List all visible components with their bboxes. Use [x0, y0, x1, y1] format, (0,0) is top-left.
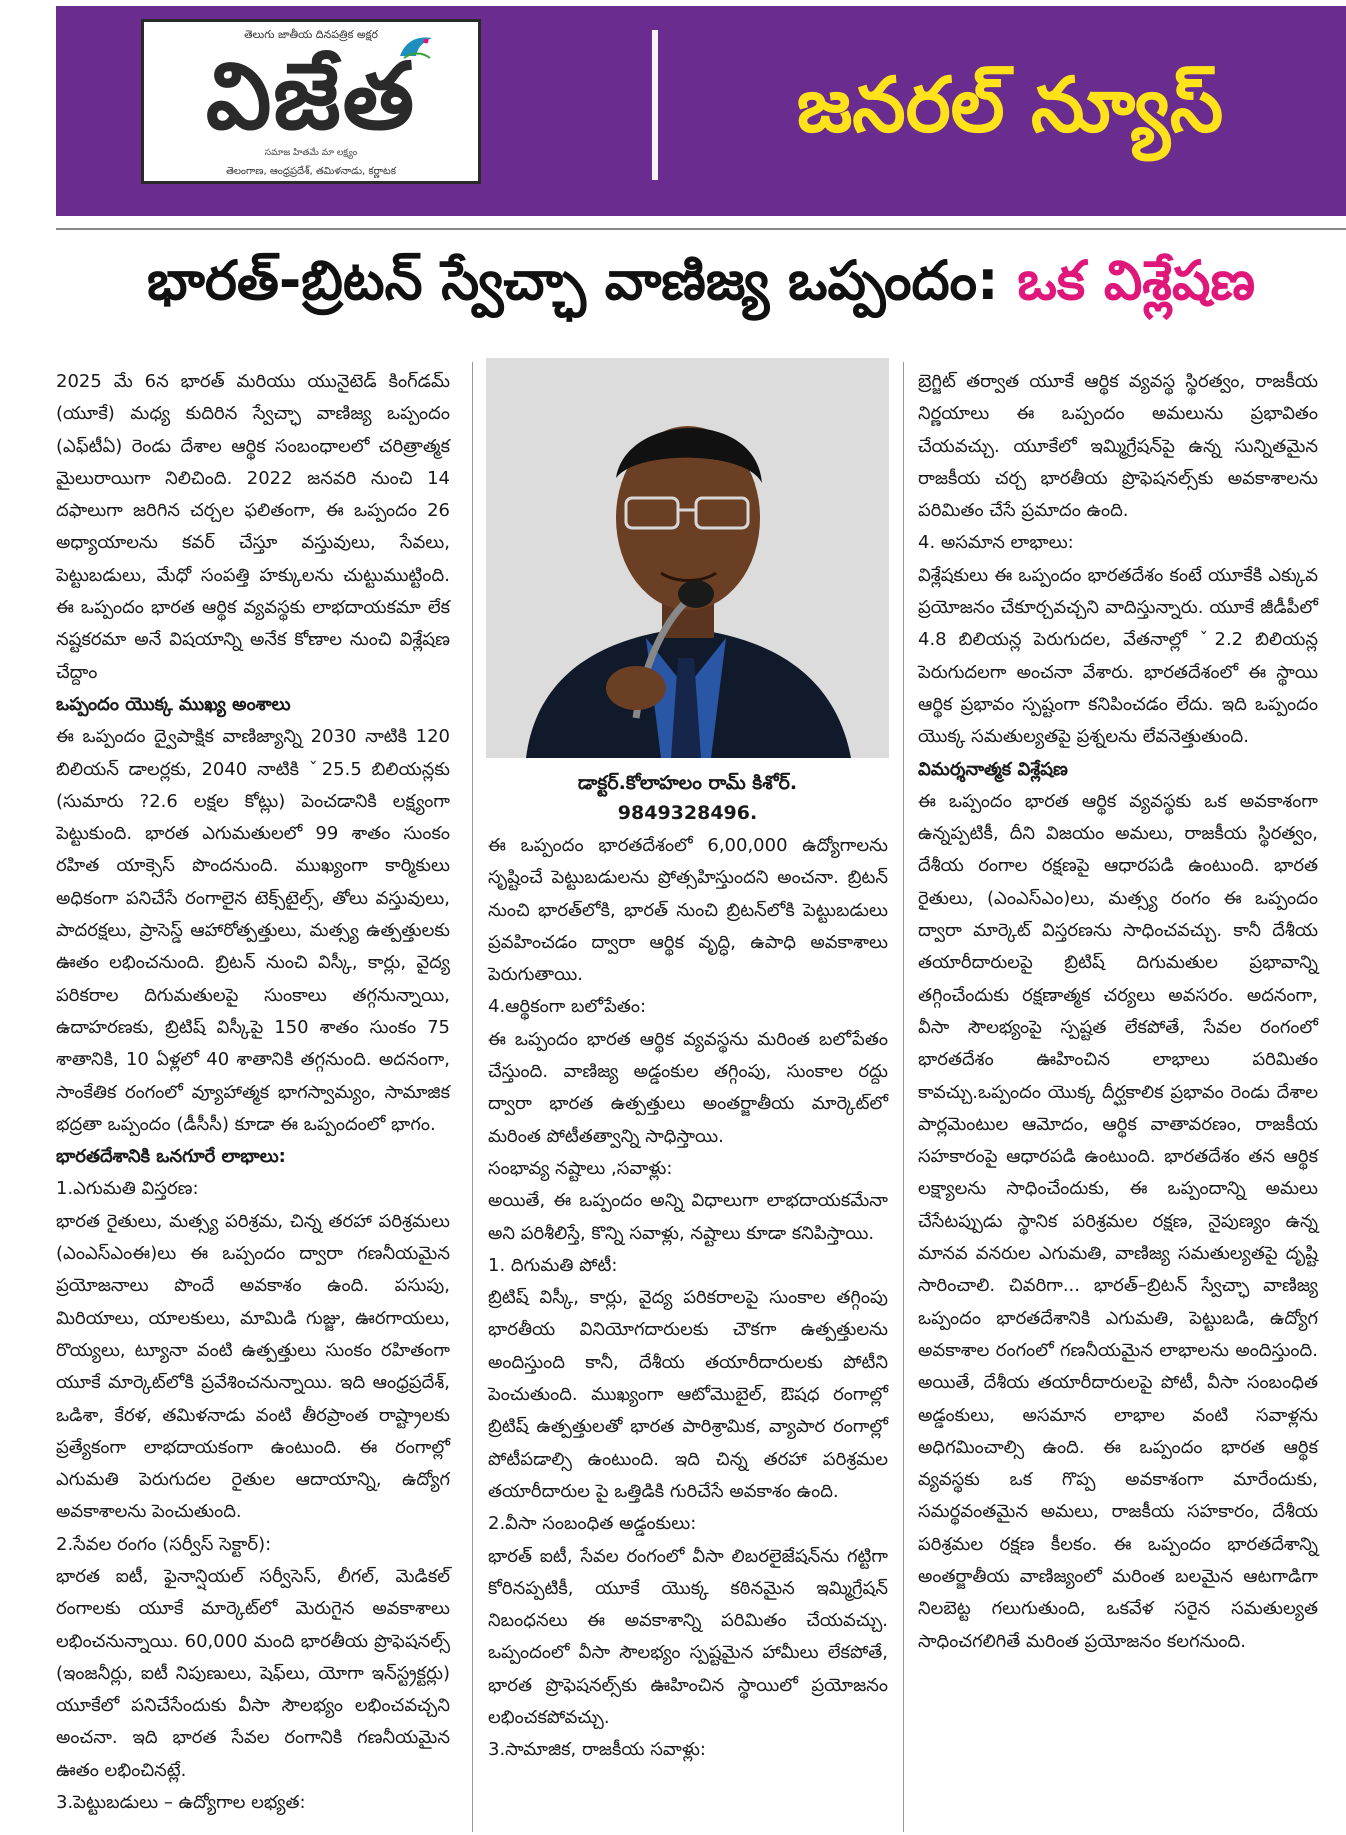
column-divider — [903, 362, 904, 1832]
section-title: జనరల్ న్యూస్ — [796, 60, 1224, 149]
article-paragraph: భారత ఐటీ, ఫైనాన్షియల్ సర్వీసెస్, లీగల్, మెడికల్ రంగాలకు యూకే మార్కెట్‌లో మెరుగైన అవకాశాలు లభించనున్నాయి. 60,000 మంది భారతీయ ప్రొఫెషనల్స్ (ఇంజనీర్లు, ఐటీ నిపుణులు, షెఫ్‌లు, యోగా ఇన్‌స్ట్రక్టర్లు) యూకేలో పనిచేసేందుకు వీసా సౌలభ్యం లభించవచ్చని అంచనా. ఇది భారత సేవల రంగానికి గణనీయమైన ఊతం లభించినట్లే. — [56, 1565, 450, 1781]
article-paragraph: ఈ ఒప్పందం భారత ఆర్థిక వ్యవస్థకు ఒక అవకాశంగా ఉన్నప్పటికీ, దీని విజయం అమలు, రాజకీయ స్థిరత్వం, దేశీయ రంగాల రక్షణపై ఆధారపడి ఉంటుంది. భారత రైతులు, (ఎంఎస్‌ఎం)లు, మత్స్య రంగం ఈ ఒప్పందం ద్వారా మార్కెట్ విస్తరణను సాధించవచ్చు. కానీ దేశీయ తయారీదారులపై బ్రిటిష్ దిగుమతుల ప్రభావాన్ని తగ్గించేందుకు రక్షణాత్మక చర్యలు అవసరం. అదనంగా, వీసా సౌలభ్యంపై స్పష్టత లేకపోతే, సేవల రంగంలో భారతదేశం ఊహించిన లాభాలు పరిమితం కావచ్చు.ఒప్పందం యొక్క దీర్ఘకాలిక ప్రభావం రెండు దేశాల పార్లమెంటుల ఆమోదం, ఆర్థిక వాతావరణం, రాజకీయ సహకారంపై ఆధారపడి ఉంటుంది. భారతదేశం తన ఆర్థిక లక్ష్యాలను సాధించేందుకు, ఈ ఒప్పందాన్ని అమలు చేసేటప్పుడు స్థానిక పరిశ్రమల రక్షణ, నైపుణ్యం ఉన్న మానవ వనరుల ఎగుమతి, వాణిజ్య సమతుల్యతపై దృష్టి సారించాలి. చివరిగా... భారత్–బ్రిటన్ స్వేచ్ఛా వాణిజ్య ఒప్పందం భారతదేశానికి ఎగుమతి, పెట్టుబడి, ఉద్యోగ అవకాశాల రంగంలో గణనీయమైన లాభాలను అందిస్తుంది. అయితే, దేశీయ తయారీదారులపై పోటీ, వీసా సంబంధిత అడ్డంకులు, అసమాన లాభాల వంటి సవాళ్లను అధిగమించాల్సి ఉంది. ఈ ఒప్పందం భారత ఆర్థిక వ్యవస్థకు ఒక గొప్ప అవకాశంగా మారేందుకు, సమర్థవంతమైన అమలు, రాజకీయ సహకారం, దేశీయ పరిశ్రమల రక్షణ కీలకం. ఈ ఒప్పందం భారతదేశాన్ని అంతర్జాతీయ వాణిజ్యంలో మరింత బలమైన ఆటగాడిగా నిలబెట్ట గలుగుతుంది, ఒకవేళ సరైన సమతుల్యత సాధించగలిగితే మరింత ప్రయోజనం కలగనుంది. — [918, 790, 1318, 1652]
article-paragraph: ఈ ఒప్పందం భారతదేశంలో 6,00,000 ఉద్యోగాలను సృష్టించే పెట్టుబడులను ప్రోత్సహిస్తుందని అంచనా. బ్రిటన్ నుంచి భారత్‌లోకి, భారత్ నుంచి బ్రిటన్‌లోకి పెట్టుబడులు ప్రవహించడం ద్వారా ఆర్థిక వృద్ధి, ఉపాధి అవకాశాలు పెరుగుతాయి. — [488, 835, 888, 986]
article-headline — [56, 232, 1346, 330]
header-rule — [56, 228, 1346, 230]
logo-wordmark: విజేత — [205, 43, 417, 150]
article-paragraph: 1.ఎగుమతి విస్తరణ: — [56, 1178, 199, 1200]
article-column-3 — [918, 366, 1318, 1658]
article-paragraph: 4. అసమాన లాభాలు: — [918, 532, 1074, 554]
article-paragraph: 2.సేవల రంగం (సర్వీస్ సెక్టార్): — [56, 1533, 272, 1555]
article-paragraph: బ్రెగ్జిట్ తర్వాత యూకే ఆర్థిక వ్యవస్థ స్థిరత్వం, రాజకీయ నిర్ణయాలు ఈ ఒప్పందం అమలును ప్రభావితం చేయవచ్చు. యూకేలో ఇమ్మిగ్రేషన్‌పై ఉన్న సున్నితమైన రాజకీయ చర్చ భారతీయ ప్రొఫెషనల్స్‌కు అవకాశాలను పరిమితం చేసే ప్రమాదం ఉంది. — [918, 371, 1318, 522]
logo-top-text: తెలుగు జాతీయ దినపత్రిక అక్షర — [244, 28, 378, 41]
headline-accent: ఒక విశ్లేషణ — [1017, 249, 1256, 312]
article-paragraph: 2025 మే 6న భారత్ మరియు యునైటెడ్ కింగ్‌డమ్ (యూకే) మధ్య కుదిరిన స్వేచ్ఛా వాణిజ్య ఒప్పందం (ఎఫ్‌టీఏ) రెండు దేశాల ఆర్థిక సంబంధాలలో చరిత్రాత్మక మైలురాయిగా నిలిచింది. 2022 జనవరి నుంచి 14 దఫాలుగా జరిగిన చర్చల ఫలితంగా, ఈ ఒప్పందం 26 అధ్యాయాలను కవర్ చేస్తూ వస్తువులు, సేవలు, పెట్టుబడులు, మేధో సంపత్తి హక్కులను చుట్టుముట్టింది. ఈ ఒప్పందం భారత ఆర్థిక వ్యవస్థకు లాభదాయకమా లేక నష్టకరమా అనే విషయాన్ని అనేక కోణాల నుంచి విశ్లేషణ చేద్దాం — [56, 371, 450, 683]
article-column-1 — [56, 366, 450, 1819]
article-paragraph: భారత్ ఐటీ, సేవల రంగంలో వీసా లిబరలైజేషన్‌ను గట్టిగా కోరినప్పటికీ, యూకే యొక్క కఠినమైన ఇమ్మిగ్రేషన్ నిబంధనలు ఈ అవకాశాన్ని పరిమితం చేయవచ్చు. ఒప్పందంలో వీసా సౌలభ్యం స్పష్టమైన హామీలు లేకపోతే, భారత ప్రొఫెషనల్స్‌కు ఊహించిన స్థాయిలో ప్రయోజనం లభించకపోవచ్చు. — [488, 1545, 888, 1729]
author-portrait-image — [486, 358, 889, 758]
caption-name: డాక్టర్.కోలాహలం రామ్ కిశోర్. — [577, 772, 798, 794]
author-photo — [486, 358, 889, 758]
article-paragraph: అయితే, ఈ ఒప్పందం అన్ని విధాలుగా లాభదాయకమేనా అని పరిశీలిస్తే, కొన్ని సవాళ్లు, నష్టాలు కూడా కనిపిస్తాయి. — [488, 1190, 888, 1244]
article-column-2 — [488, 830, 888, 1767]
caption-phone: 9849328496. — [617, 802, 758, 824]
banner-divider — [652, 30, 658, 180]
logo-tagline: సమాజ హితమే మా లక్ష్యం — [264, 148, 358, 158]
article-paragraph: 3.సామాజిక, రాజకీయ సవాళ్లు: — [488, 1739, 706, 1761]
article-paragraph: భారత రైతులు, మత్స్య పరిశ్రమ, చిన్న తరహా పరిశ్రమలు (ఎంఎస్‌ఎంఈ)లు ఈ ఒప్పందం ద్వారా గణనీయమైన ప్రయోజనాలు పొందే అవకాశం ఉంది. పసుపు, మిరియాలు, యాలకులు, మామిడి గుజ్జు, ఊరగాయలు, రొయ్యలు, ట్యూనా వంటి ఉత్పత్తులు సుంకం రహితంగా యూకే మార్కెట్‌లోకి ప్రవేశించనున్నాయి. ఇది ఆంధ్రప్రదేశ్, ఒడిశా, కేరళ, తమిళనాడు వంటి తీరప్రాంత రాష్ట్రాలకు ప్రత్యేకంగా లాభదాయకంగా ఉంటుంది. ఈ రంగాల్లో ఎగుమతి పెరుగుదల రైతుల ఆదాయాన్ని, ఉద్యోగ అవకాశాలను పెంచుతుంది. — [56, 1210, 450, 1523]
column-divider — [472, 362, 473, 1832]
headline-main: భారత్-బ్రిటన్ స్వేచ్ఛా వాణిజ్య ఒప్పందం: — [146, 249, 1018, 312]
section-heading: ఒప్పందం యొక్క ముఖ్య అంశాలు — [56, 693, 291, 715]
article-paragraph: బ్రిటిష్ విస్కీ, కార్లు, వైద్య పరికరాలపై సుంకాల తగ్గింపు భారతీయ వినియోగదారులకు చౌకగా ఉత్పత్తులను అందిస్తుంది కానీ, దేశీయ తయారీదారులకు పోటీని పెంచుతుంది. ముఖ్యంగా ఆటోమొబైల్, ఔషధ రంగాల్లో బ్రిటిష్ ఉత్పత్తులతో భారత పారిశ్రామిక, వ్యాపార రంగాల్లో పోటీపడాల్సి ఉంటుంది. ఇది చిన్న తరహా పరిశ్రమల తయారీదారుల పై ఒత్తిడికి గురిచేసే అవకాశం ఉంది. — [488, 1287, 888, 1502]
logo-editions: తెలంగాణ, ఆంధ్రప్రదేశ్, తమిళనాడు, కర్ణాటక — [226, 166, 396, 177]
article-paragraph: 1. దిగుమతి పోటీ: — [488, 1254, 618, 1276]
article-paragraph: సంభావ్య నష్టాలు ,సవాళ్లు: — [488, 1157, 673, 1179]
section-heading: భారతదేశానికి ఒనగూరే లాభాలు: — [56, 1146, 286, 1168]
article-paragraph: ఈ ఒప్పందం ద్వైపాక్షిక వాణిజ్యాన్ని 2030 నాటికి 120 బిలియన్ డాలర్లకు, 2040 నాటికి ˇ25.5 బిలియన్లకు (సుమారు ?2.6 లక్షల కోట్లు) పెంచడానికి లక్ష్యంగా పెట్టుకుంది. భారత ఎగుమతులలో 99 శాతం సుంకం రహిత యాక్సెస్ పొందనుంది. ముఖ్యంగా కార్మికులు అధికంగా పనిచేసే రంగాలైన టెక్స్‌టైల్స్, తోలు వస్తువులు, పాదరక్షలు, ప్రాసెస్డ్ ఆహారోత్పత్తులు, మత్స్య ఉత్పత్తులకు ఊతం లభించనుంది. బ్రిటన్ నుంచి విస్కీ, కార్లు, వైద్య పరికరాల దిగుమతులపై సుంకాలు తగ్గనున్నాయి, ఉదాహరణకు, బ్రిటిష్ విస్కీపై 150 శాతం సుంకం 75 శాతానికి, 10 ఏళ్లలో 40 శాతానికి తగ్గనుంది. అదనంగా, సాంకేతిక రంగంలో వ్యూహాత్మక భాగస్వామ్యం, సామాజిక భద్రతా ఒప్పందం (డీసీసీ) కూడా ఈ ఒప్పందంలో భాగం. — [56, 726, 450, 1135]
article-paragraph: విశ్లేషకులు ఈ ఒప్పందం భారతదేశం కంటే యూకేకి ఎక్కువ ప్రయోజనం చేకూర్చవచ్చని వాదిస్తున్నారు. యూకే జీడీపీలో 4.8 బిలియన్ల పెరుగుదల, వేతనాల్లో ˇ2.2 బిలియన్ల పెరుగుదలగా అంచనా వేశారు. భారతదేశంలో ఈ స్థాయి ఆర్థిక ప్రభావం స్పష్టంగా కనిపించడం లేదు. ఇది ఒప్పందం యొక్క సమతుల్యతపై ప్రశ్నలను లేవనెత్తుతుంది. — [918, 564, 1318, 748]
article-paragraph: 3.పెట్టుబడులు – ఉద్యోగాల లభ్యత: — [56, 1792, 306, 1814]
article-paragraph: ఈ ఒప్పందం భారత ఆర్థిక వ్యవస్థను మరింత బలోపేతం చేస్తుంది. వాణిజ్య అడ్డంకుల తగ్గింపు, సుంకాల రద్దు ద్వారా భారత ఉత్పత్తులు అంతర్జాతీయ మార్కెట్‌లో మరింత పోటీతత్వాన్ని సాధిస్తాయి. — [488, 1028, 888, 1147]
section-heading: విమర్శనాత్మక విశ్లేషణ — [918, 758, 1068, 780]
article-paragraph: 2.వీసా సంబంధిత అడ్డంకులు: — [488, 1513, 697, 1535]
article-paragraph: 4.ఆర్థికంగా బలోపేతం: — [488, 996, 647, 1018]
photo-caption — [486, 768, 889, 828]
newspaper-logo — [141, 19, 481, 184]
